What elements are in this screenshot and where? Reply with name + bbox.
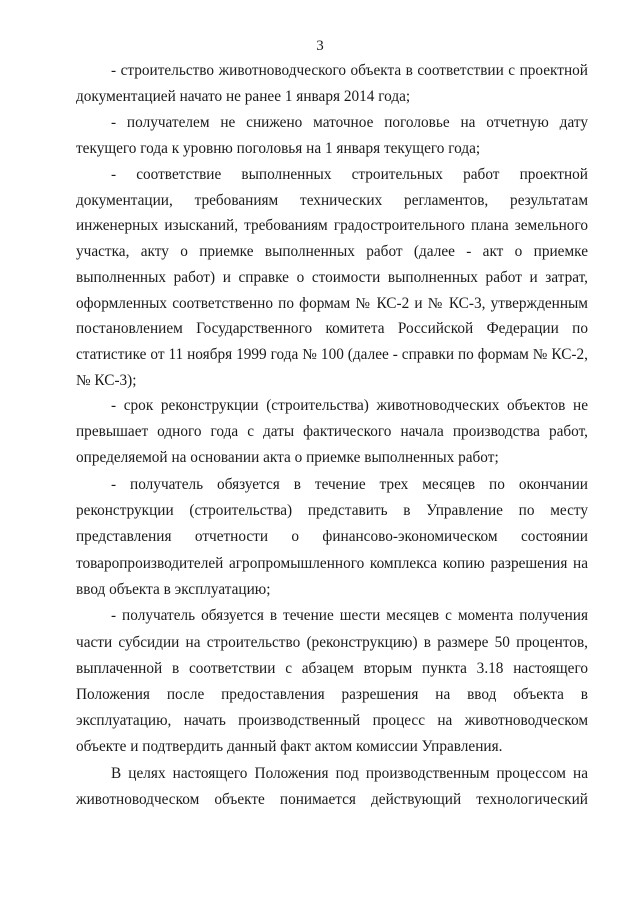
text-line: постановлением Государственного комитета Российской Федерации по	[76, 320, 588, 337]
text-line: документации, требованиям технических регламентов, результатам	[76, 192, 588, 209]
text-line: - получателем не снижено маточное поголовье на отчетную дату	[111, 114, 588, 131]
text-line: инженерных изысканий, требованиям градостроительного плана земельного	[76, 217, 588, 234]
text-line: ввод объекта в эксплуатацию;	[76, 581, 271, 598]
text-line: участка, акту о приемке выполненных работ (далее - акт о приемке	[76, 243, 588, 260]
text-line: № КС-3);	[76, 372, 137, 389]
text-line: текущего года к уровню поголовья на 1 января текущего года;	[76, 140, 481, 157]
text-line: превышает одного года с даты фактического начала производства работ,	[76, 423, 588, 440]
text-line: объекте и подтвердить данный факт актом комиссии Управления.	[76, 738, 503, 755]
text-line: - строительство животноводческого объекта в соответствии с проектной	[111, 62, 588, 79]
text-line: - соответствие выполненных строительных работ проектной	[111, 166, 588, 183]
text-line: Положения после предоставления разрешения на ввод объекта в	[76, 686, 588, 703]
text-line: определяемой на основании акта о приемке выполненных работ;	[76, 449, 499, 466]
text-line: представления отчетности о финансово-экономическом состоянии	[76, 528, 588, 545]
text-line: животноводческом объекте понимается действующий технологический	[76, 791, 588, 808]
text-line: - получатель обязуется в течение шести месяцев с момента получения	[111, 607, 588, 624]
text-line: реконструкции (строительства) представить в Управление по месту	[76, 502, 588, 519]
text-line: оформленных соответственно по формам № КС-2 и № КС-3, утвержденным	[76, 295, 588, 312]
text-line: части субсидии на строительство (реконструкцию) в размере 50 процентов,	[76, 634, 588, 651]
text-line: статистике от 11 ноября 1999 года № 100 (далее - справки по формам № КС-2,	[76, 346, 588, 363]
text-line: - получатель обязуется в течение трех месяцев по окончании	[111, 476, 588, 493]
text-line: В целях настоящего Положения под производственным процессом на	[111, 765, 588, 782]
text-line: товаропроизводителей агропромышленного комплекса копию разрешения на	[76, 555, 588, 572]
text-line: - срок реконструкции (строительства) животноводческих объектов не	[111, 397, 588, 414]
page-number: 3	[316, 38, 324, 54]
text-line: эксплуатацию, начать производственный процесс на животноводческом	[76, 712, 588, 729]
text-line: выплаченной в соответствии с абзацем вторым пункта 3.18 настоящего	[76, 660, 588, 677]
text-line: выполненных работ) и справке о стоимости выполненных работ и затрат,	[76, 269, 588, 286]
text-line: документацией начато не ранее 1 января 2014 года;	[76, 88, 411, 105]
